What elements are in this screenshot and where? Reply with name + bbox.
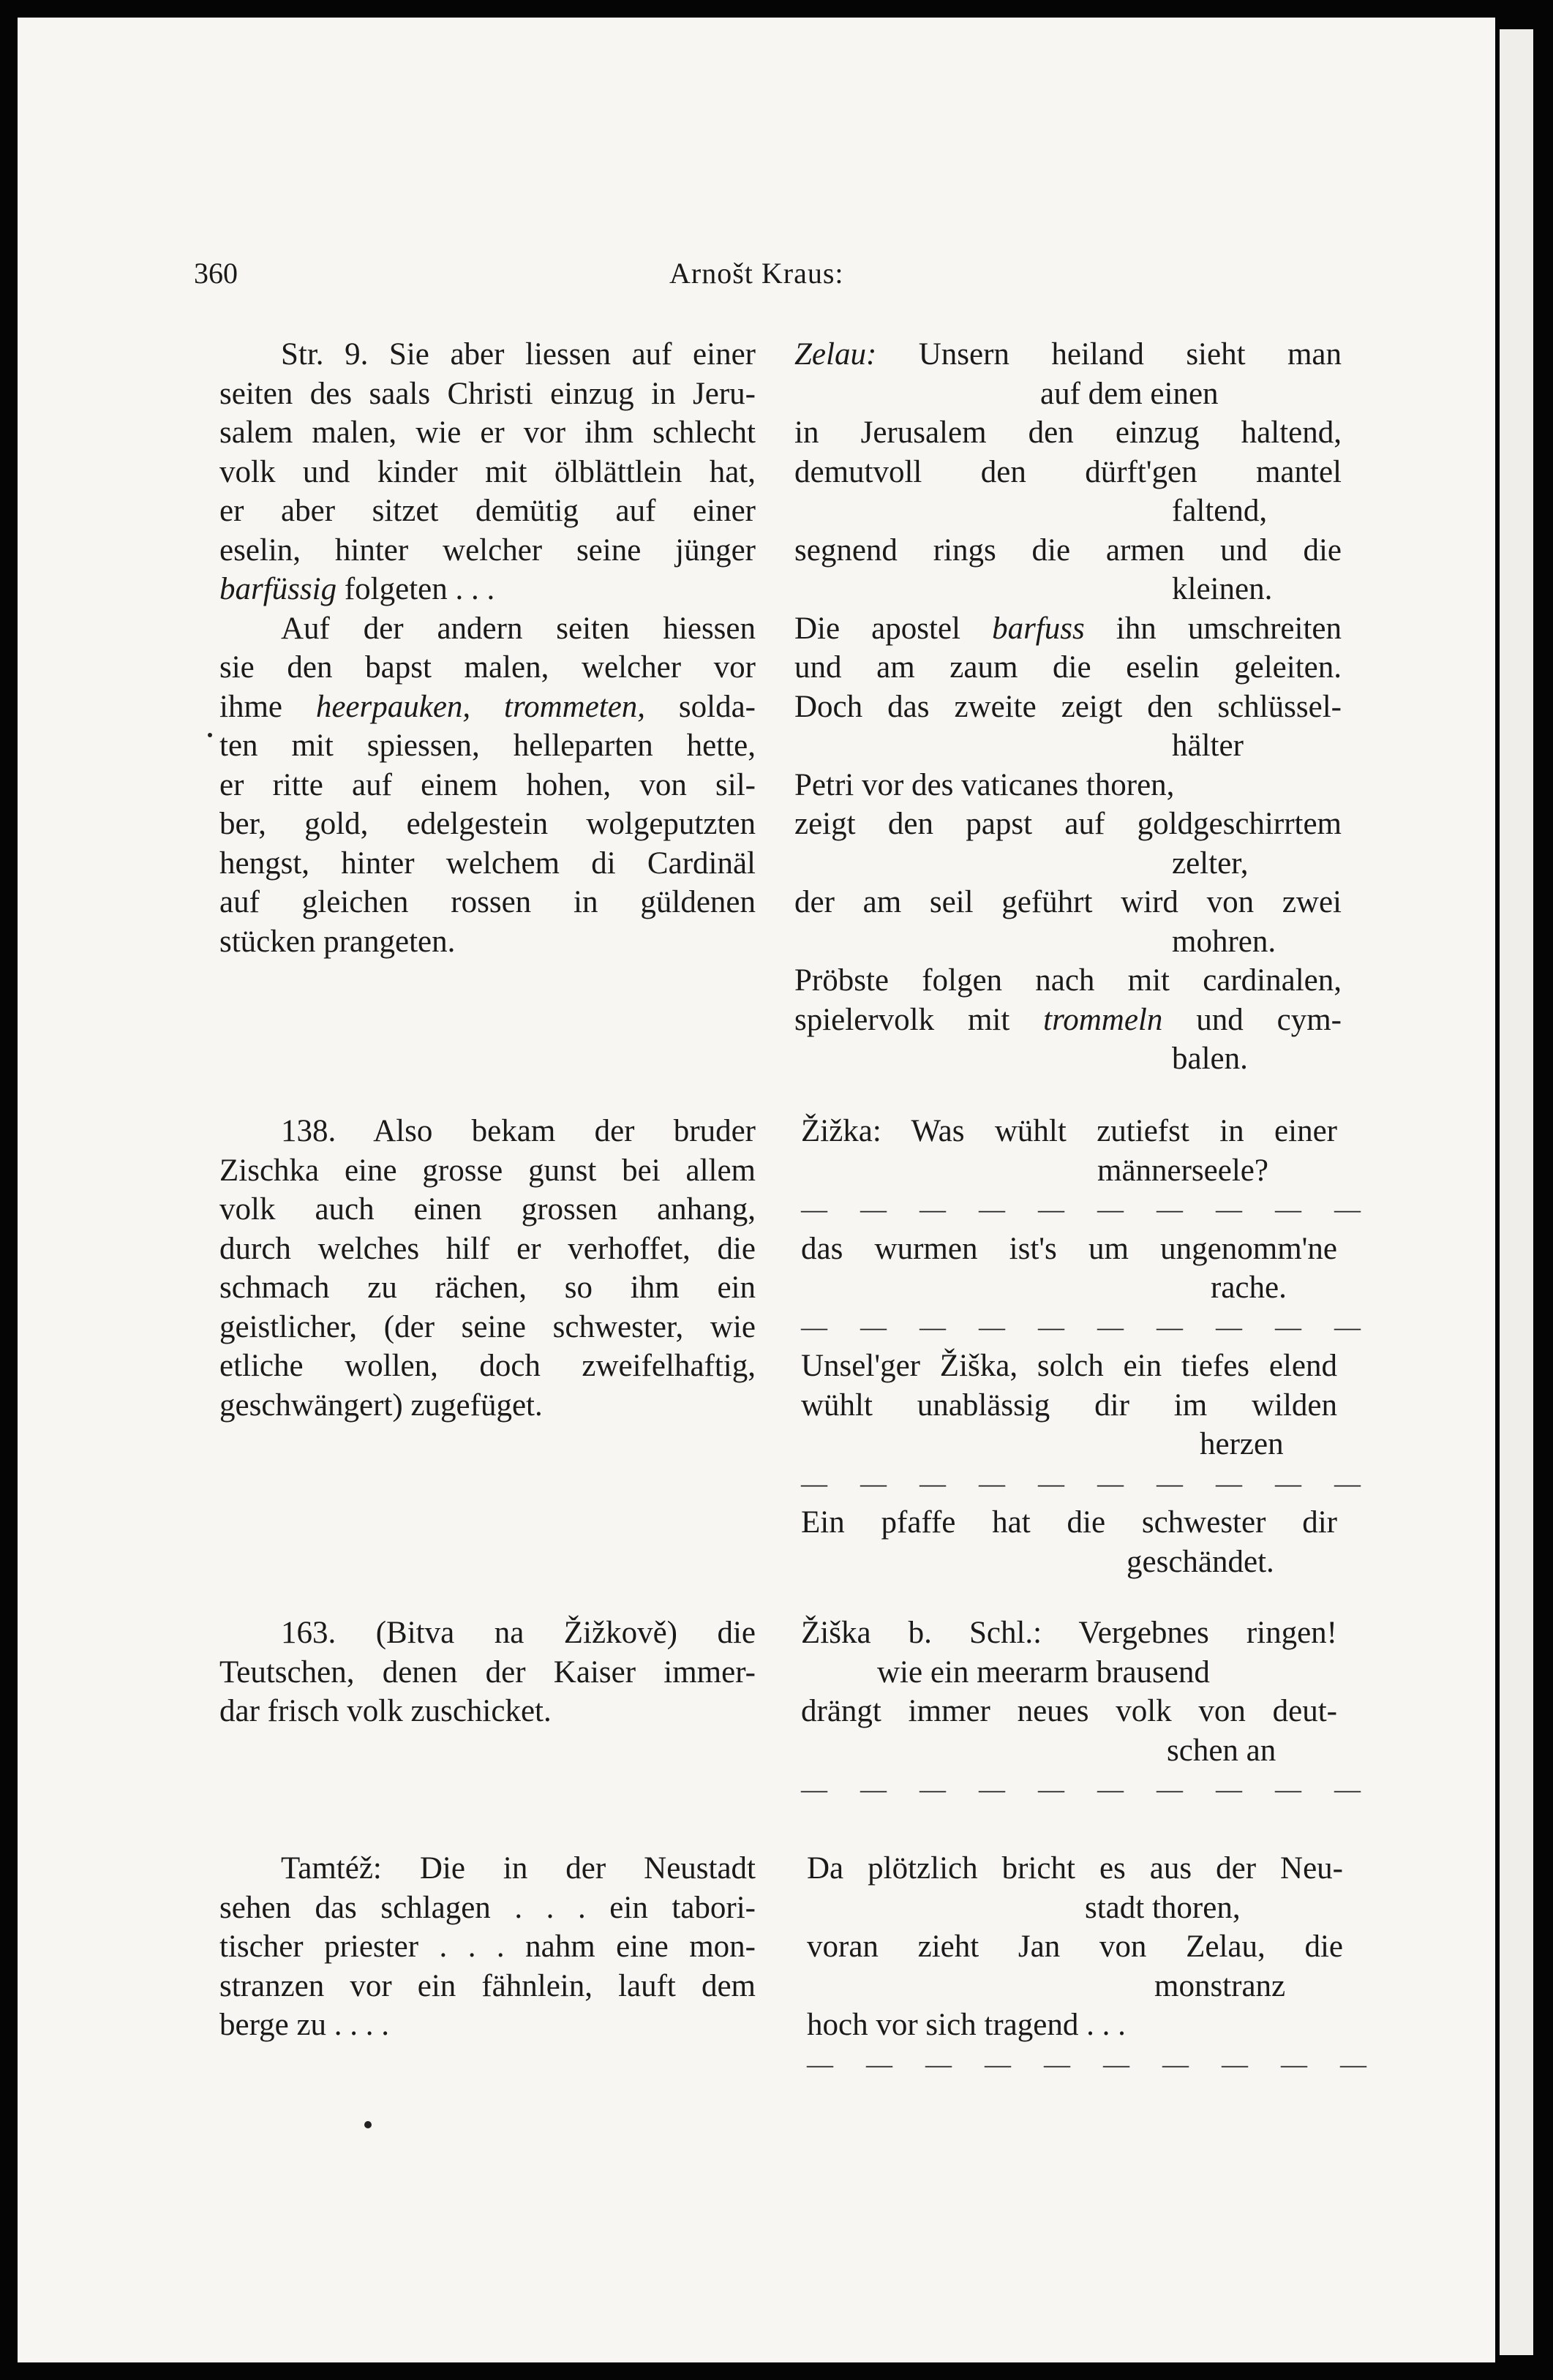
text-line: Tamtéž: Die in der Neustadt <box>281 1851 756 1886</box>
text-line: hälter <box>1172 728 1244 763</box>
omission-dashes: — — — — — — — — — — <box>801 1194 1374 1224</box>
text-line: sie den bapst malen, welcher vor <box>219 650 756 685</box>
text-line: segnend rings die armen und die <box>794 532 1342 568</box>
italic-word: barfuss <box>992 611 1085 646</box>
text-line: Die apostel barfuss ihn umschreiten <box>794 611 1342 646</box>
text-line: zelter, <box>1172 846 1249 881</box>
text-line: Petri vor des vaticanes thoren, <box>794 767 1175 802</box>
text-line: monstranz <box>1154 1968 1286 2003</box>
text-line: durch welches hilf er verhoffet, die <box>219 1231 756 1266</box>
text-line: faltend, <box>1172 494 1268 528</box>
text-line: auf gleichen rossen in güldenen <box>219 885 756 919</box>
text-line: schen an <box>1167 1733 1276 1768</box>
text-line: schmach zu rächen, so ihm ein <box>219 1270 756 1305</box>
ink-speck <box>208 733 212 737</box>
text-line: kleinen. <box>1172 572 1273 606</box>
text-line: Žiška b. Schl.: Vergebnes ringen! <box>801 1616 1337 1650</box>
text-line: auf dem einen <box>1040 376 1219 411</box>
text-line: der am seil geführt wird von zwei <box>794 885 1342 919</box>
text-line: etliche wollen, doch zweifelhaftig, <box>219 1349 756 1383</box>
text-line: berge zu . . . . <box>219 2008 390 2042</box>
page-number: 360 <box>194 257 238 290</box>
left-column-str9 <box>219 335 756 961</box>
text-line: volk und kinder mit ölblättlein hat, <box>219 454 756 489</box>
text-line: Doch das zweite zeigt den schlüssel- <box>794 689 1342 724</box>
ink-speck <box>364 2121 372 2128</box>
left-column-tamtez <box>219 1849 756 2045</box>
text-line: zeigt den papst auf goldgeschirrtem <box>794 807 1342 841</box>
text-line: seiten des saals Christi einzug in Jeru- <box>219 376 756 411</box>
text-line: ihme heerpauken, trommeten, solda- <box>219 689 756 724</box>
omission-dashes: — — — — — — — — — — <box>801 1468 1374 1498</box>
omission-dashes: — — — — — — — — — — <box>807 2049 1380 2079</box>
text-line: hoch vor sich tragend . . . <box>807 2008 1126 2042</box>
text-line: volk auch einen grossen anhang, <box>219 1192 756 1227</box>
text-line: 163. (Bitva na Žižkově) die <box>281 1616 756 1650</box>
text-line: voran zieht Jan von Zelau, die <box>807 1929 1343 1964</box>
text-line: eselin, hinter welcher seine jünger <box>219 532 756 568</box>
text-line: rache. <box>1211 1270 1287 1305</box>
text-line: tischer priester . . . nahm eine mon- <box>219 1929 756 1964</box>
left-column-138 <box>219 1112 756 1425</box>
text-line: geistlicher, (der seine schwester, wie <box>219 1309 756 1344</box>
italic-word: trommeln <box>1043 1002 1163 1037</box>
text-line: ten mit spiessen, helleparten hette, <box>219 728 756 763</box>
right-column-str9 <box>794 335 1342 1079</box>
italic-word: heerpauken, trommeten, <box>315 689 646 724</box>
right-column-138 <box>801 1112 1374 1581</box>
text-line: ber, gold, edelgestein wolgeputzten <box>219 807 756 841</box>
text-line: Pröbste folgen nach mit cardinalen, <box>794 963 1342 998</box>
text-line: 138. Also bekam der bruder <box>281 1114 756 1148</box>
omission-dashes: — — — — — — — — — — <box>801 1774 1374 1804</box>
text-line: das wurmen ist's um ungenomm'ne <box>801 1231 1337 1266</box>
text-line: herzen <box>1200 1427 1284 1461</box>
text-line: wühlt unablässig dir im wilden <box>801 1387 1337 1423</box>
italic-word: Zelau: <box>794 337 877 372</box>
text-line: Ein pfaffe hat die schwester dir <box>801 1505 1337 1540</box>
text-line: Auf der andern seiten hiessen <box>281 611 756 646</box>
text-line: geschändet. <box>1127 1544 1274 1579</box>
text-line: stadt thoren, <box>1085 1890 1241 1925</box>
text-line: und am zaum die eselin geleiten. <box>794 650 1342 685</box>
text-line: Zischka eine grosse gunst bei allem <box>219 1153 756 1188</box>
right-column-163 <box>801 1613 1374 1810</box>
italic-word: barfüssig <box>219 572 337 606</box>
text-line: drängt immer neues volk von deut- <box>801 1694 1337 1728</box>
omission-dashes: — — — — — — — — — — <box>801 1311 1374 1341</box>
text-line: Unsel'ger Žiška, solch ein tiefes elend <box>801 1349 1337 1383</box>
text-line: in Jerusalem den einzug haltend, <box>794 415 1342 450</box>
text-line: hengst, hinter welchem di Cardinäl <box>219 846 756 881</box>
running-head: Arnošt Kraus: <box>669 257 844 290</box>
text-line: Žižka: Was wühlt zutiefst in einer <box>801 1114 1337 1148</box>
text-line: er ritte auf einem hohen, von sil- <box>219 767 756 802</box>
text-line: wie ein meerarm brausend <box>877 1654 1210 1690</box>
text-line: barfüssig folgeten . . . <box>219 572 495 606</box>
text-line: er aber sitzet demütig auf einer <box>219 494 756 528</box>
text-line: spielervolk mit trommeln und cym- <box>794 1002 1342 1037</box>
text-line: mohren. <box>1172 924 1276 959</box>
text-line: stücken prangeten. <box>219 924 456 959</box>
text-line: sehen das schlagen . . . ein tabori- <box>219 1890 756 1925</box>
text-line: demutvoll den dürft'gen mantel <box>794 454 1342 489</box>
right-column-tamtez <box>807 1849 1380 2084</box>
text-line: Da plötzlich bricht es aus der Neu- <box>807 1851 1343 1886</box>
text-line: salem malen, wie er vor ihm schlecht <box>219 415 756 450</box>
text-line: männerseele? <box>1097 1153 1268 1188</box>
text-line: Str. 9. Sie aber liessen auf einer <box>281 337 756 372</box>
text-line: geschwängert) zugefüget. <box>219 1387 543 1423</box>
text-line: Teutschen, denen der Kaiser immer- <box>219 1654 756 1690</box>
text-line: stranzen vor ein fähnlein, lauft dem <box>219 1968 756 2003</box>
text-line: balen. <box>1172 1042 1248 1076</box>
text-line: dar frisch volk zuschicket. <box>219 1694 552 1728</box>
text-line: Zelau: Unsern heiland sieht man <box>794 337 1342 372</box>
left-column-163 <box>219 1613 756 1731</box>
page-edge <box>1500 29 1533 2355</box>
page-header <box>194 256 1335 300</box>
